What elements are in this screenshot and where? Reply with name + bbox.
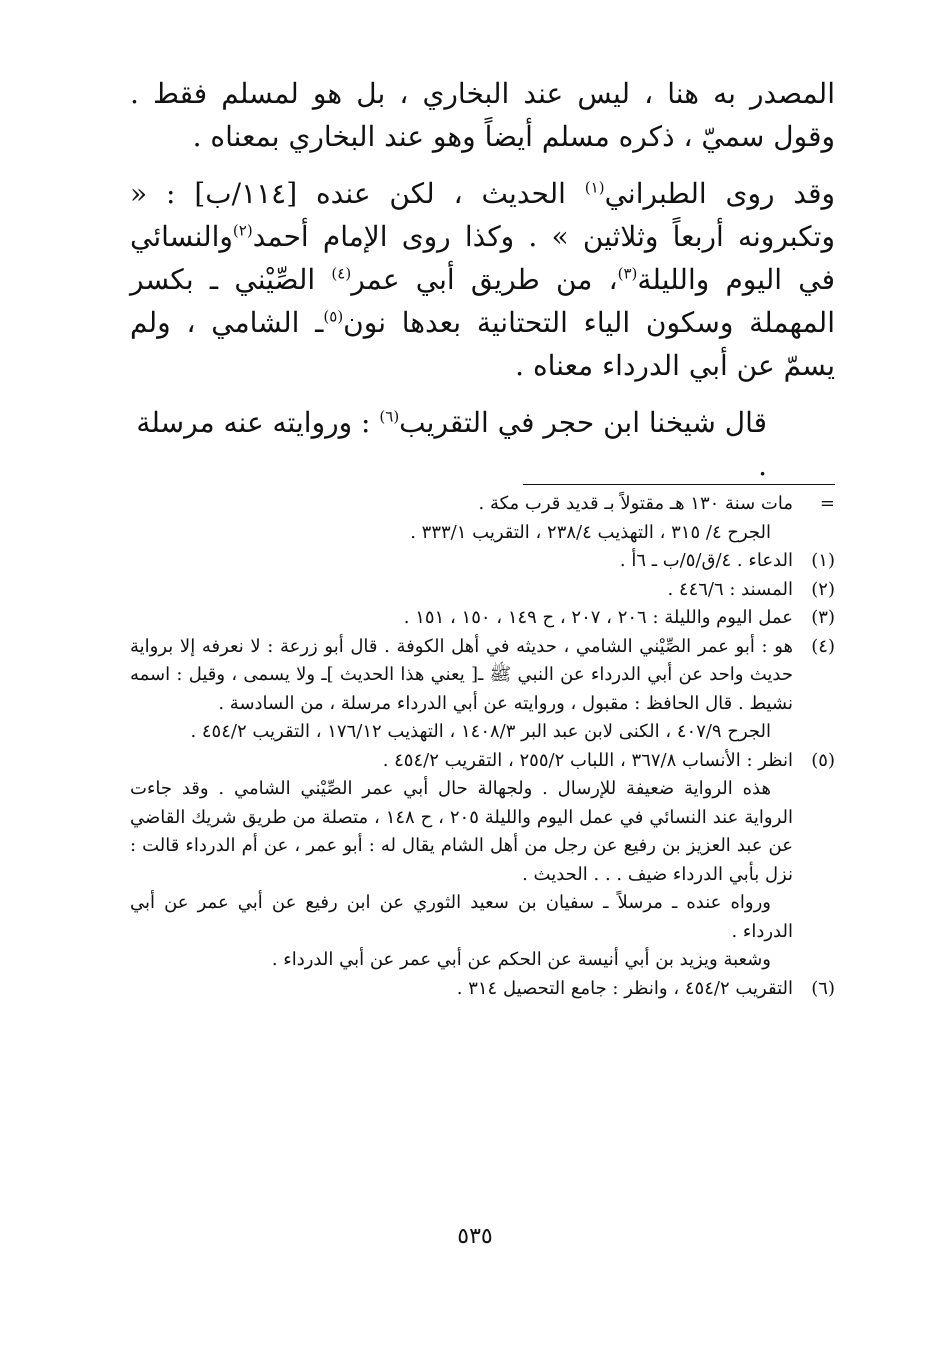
p2-seg-d: ، من طريق أبي عمر: [351, 263, 618, 296]
footnote-marker-3: (٣): [811, 607, 835, 628]
p2-seg-a: وقد روى الطبراني: [604, 177, 836, 210]
footnotes: [130, 490, 835, 1003]
footnote-continued: [130, 490, 835, 519]
p2-seg-b: الحديث ، لكن عنده [١١٤/ب] : « وتكبرونه أربعاً وثلاثين » . وكذا روى الإمام أحمد: [130, 177, 835, 253]
footnote-ref-1: (١): [584, 178, 605, 197]
footnote-marker-4: (٤): [811, 635, 835, 657]
page-number: ٥٣٥: [457, 1224, 493, 1249]
footnote-marker-1: (١): [811, 550, 835, 571]
p3-seg-b: : وروايته عنه مرسلة .: [136, 406, 767, 482]
footnote-ref-5: (٥): [323, 307, 344, 326]
footnote-marker-5: (٥): [811, 749, 835, 771]
footnote-5-para-1: هذه الرواية ضعيفة للإرسال . ولجهالة حال أبي عمر الصِّيْني الشامي . وقد جاءت الرواية عند النسائي في عمل اليوم والليلة ٢٠٥ ، ح ١٤٨ ، متصلة من طريق شريك القاضي عن عبد العزيز بن رفيع عن رجل من أهل الشام يقال له : أبو عمر ، عن أم الدرداء قالت : نزل بأبي الدرداء ضيف . . . الحديث .: [130, 778, 793, 885]
footnote-6: [130, 975, 835, 1004]
footnote-text-continued: مات سنة ١٣٠ هـ مقتولاً بـ قديد قرب مكة .: [478, 493, 793, 514]
footnote-text-4: هو : أبو عمر الصِّيْني الشامي ، حديثه في أهل الكوفة . قال أبو زرعة : لا نعرفه إلا برواية حديث واحد عن أبي الدرداء عن النبي ﷺ ـ[ يعني هذا الحديث ]ـ ولا يسمى ، وقيل : اسمه نشيط . قال الحافظ : مقبول ، وروايته عن أبي الدرداء مرسلة ، من السادسة .: [130, 635, 793, 714]
paragraph-3: [130, 401, 835, 487]
footnote-5-para-3: وشعبة ويزيد بن أبي أنيسة عن الحكم عن أبي عمر عن أبي الدرداء .: [271, 949, 771, 970]
footnote-4-refs: الجرح ٤٠٧/٩ ، الكنى لابن عبد البر ١٤٠٨/٣ ، التهذيب ١٧٦/١٢ ، التقريب ٤٥٤/٢ .: [190, 721, 771, 742]
paragraph-2: [130, 172, 835, 387]
footnote-marker-6: (٦): [811, 977, 835, 999]
footnote-2: [130, 576, 835, 605]
p2-seg-f: ـ الشامي ، ولم يسمّ عن أبي الدرداء معناه .: [130, 306, 835, 382]
footnote-text-6: التقريب ٤٥٤/٢ ، وانظر : جامع التحصيل ٣١٤ .: [456, 977, 793, 999]
footnote-5: [130, 747, 835, 776]
footnote-text-3: عمل اليوم والليلة : ٢٠٦ ، ٢٠٧ ، ح ١٤٩ ، ١٥٠ ، ١٥١ .: [403, 607, 793, 628]
paragraph-1: المصدر به هنا ، ليس عند البخاري ، بل هو لمسلم فقط . وقول سميّ ، ذكره مسلم أيضاً وهو عند البخاري بمعناه .: [130, 77, 835, 153]
footnote-marker-continued: =: [819, 493, 835, 514]
footnote-separator: [523, 484, 835, 485]
footnote-text-2: المسند : ٤٤٦/٦ .: [667, 578, 793, 600]
footnote-4: [130, 633, 835, 719]
main-text: [130, 72, 835, 487]
footnote-continued-refs: الجرح ٤/ ٣١٥ ، التهذيب ٢٣٨/٤ ، التقريب ٣٣٣/١ .: [410, 521, 771, 543]
footnote-ref-2: (٢): [232, 221, 253, 240]
footnote-ref-4: (٤): [331, 264, 352, 283]
footnote-text-5: انظر : الأنساب ٣٦٧/٨ ، اللباب ٢٥٥/٢ ، التقريب ٤٥٤/٢ .: [382, 749, 793, 771]
footnote-ref-6: (٦): [379, 407, 400, 426]
footnote-1: [130, 547, 835, 576]
footnote-3: [130, 604, 835, 633]
footnote-ref-3: (٣): [617, 264, 638, 283]
footnote-text-1: الدعاء . ٤/ق/٥/ب ـ ٦أ .: [619, 550, 793, 571]
footnote-marker-2: (٢): [811, 578, 835, 600]
footnote-5-para-2: ورواه عنده ـ مرسلاً ـ سفيان بن سعيد الثوري عن ابن رفيع عن أبي عمر عن أبي الدرداء .: [130, 892, 793, 942]
p2-seg-c: والنسائي في اليوم والليلة: [130, 220, 835, 296]
p3-seg-a: قال شيخنا ابن حجر في التقريب: [399, 406, 767, 439]
p2-seg-e: الصِّيْني ـ بكسر المهملة وسكون الياء التحتانية بعدها نون: [130, 263, 835, 339]
